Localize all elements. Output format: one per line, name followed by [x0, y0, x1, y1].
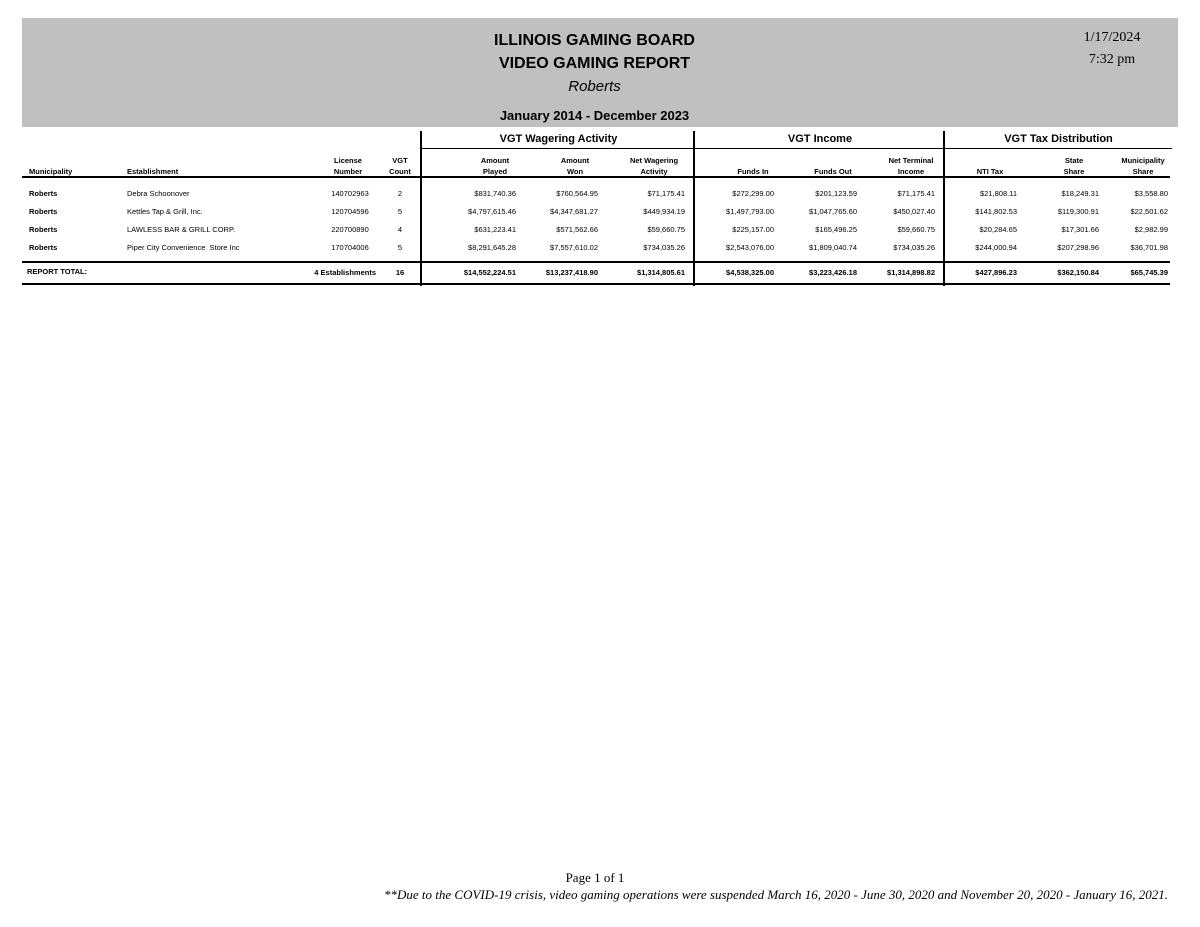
cell-establishment: Debra Schoonover [127, 189, 190, 198]
col-funds-out: Funds Out [814, 167, 852, 176]
cell-amount-played: $4,797,615.46 [468, 207, 516, 216]
cell-amount-played: $831,740.36 [474, 189, 516, 198]
report-period: January 2014 - December 2023 [499, 108, 690, 123]
group-tax-distribution: VGT Tax Distribution [943, 131, 1172, 149]
cell-funds-out: $1,809,040.74 [809, 243, 857, 252]
cell-state-share: $207,298.96 [1057, 243, 1099, 252]
report-date: 1/17/2024 [1083, 30, 1141, 45]
cell-amount-played: $8,291,645.28 [468, 243, 516, 252]
cell-funds-in: $272,299.00 [732, 189, 774, 198]
total-amount-played: $14,552,224.51 [463, 268, 516, 277]
cell-amount-won: $760,564.95 [556, 189, 598, 198]
cell-state-share: $18,249.31 [1061, 189, 1099, 198]
col-municipality: Municipality [29, 167, 73, 176]
group-wagering-activity: VGT Wagering Activity [420, 131, 695, 149]
total-net-wagering: $1,314,805.61 [637, 268, 685, 277]
total-funds-in: $4,538,325.00 [726, 268, 774, 277]
covid-footnote: **Due to the COVID-19 crisis, video gaming operations were suspended March 16, 2020 - June 30, 2020 and November 20, 2020 - January 16, 2021. [384, 887, 1168, 902]
total-label: REPORT TOTAL: [27, 267, 88, 276]
col-funds-in: Funds In [737, 167, 769, 176]
total-top-rule [22, 261, 1170, 263]
municipality-name: Roberts [568, 78, 621, 95]
total-bottom-rule [22, 283, 1170, 285]
cell-vgt-count: 4 [397, 225, 403, 234]
cell-amount-won: $4,347,681.27 [550, 207, 598, 216]
col-state-share: State Share [1063, 156, 1085, 176]
cell-state-share: $17,301.66 [1061, 225, 1099, 234]
total-state-share: $362,150.84 [1057, 268, 1099, 277]
total-vgt-count: 16 [395, 268, 405, 277]
cell-net-terminal-income: $71,175.41 [897, 189, 935, 198]
col-establishment: Establishment [127, 167, 179, 176]
cell-net-wagering: $59,660.75 [647, 225, 685, 234]
cell-municipality: Roberts [29, 243, 58, 252]
cell-nti-tax: $20,284.65 [979, 225, 1017, 234]
cell-nti-tax: $21,808.11 [980, 189, 1017, 198]
cell-amount-played: $631,223.41 [474, 225, 516, 234]
report-time: 7:32 pm [1088, 52, 1136, 67]
cell-municipality-share: $3,558.80 [1134, 189, 1168, 198]
cell-municipality-share: $22,501.62 [1130, 207, 1168, 216]
col-vgt-count: VGT Count [389, 156, 411, 176]
cell-vgt-count: 5 [397, 243, 403, 252]
cell-funds-out: $201,123.59 [815, 189, 857, 198]
cell-license: 140702963 [331, 189, 369, 198]
cell-vgt-count: 2 [397, 189, 403, 198]
page-number: Page 1 of 1 [565, 870, 625, 885]
cell-municipality: Roberts [29, 225, 58, 234]
cell-net-terminal-income: $450,027.40 [893, 207, 935, 216]
cell-establishment: LAWLESS BAR & GRILL CORP. [127, 225, 236, 234]
cell-funds-in: $225,157.00 [732, 225, 774, 234]
col-amount-played: Amount Played [480, 156, 510, 176]
report-header [22, 18, 1178, 127]
header-rule [22, 176, 1170, 178]
report-title: ILLINOIS GAMING BOARD [494, 32, 695, 49]
total-net-terminal-income: $1,314,898.82 [887, 268, 935, 277]
report-subtitle: VIDEO GAMING REPORT [498, 55, 691, 72]
col-nti-tax: NTI Tax [976, 167, 1004, 176]
col-net-terminal-income: Net Terminal Income [888, 156, 934, 176]
cell-net-terminal-income: $59,660.75 [897, 225, 935, 234]
group-income: VGT Income [693, 131, 945, 149]
cell-funds-in: $2,543,076.00 [726, 243, 774, 252]
cell-funds-in: $1,497,793.00 [726, 207, 774, 216]
cell-municipality-share: $2,982.99 [1134, 225, 1168, 234]
cell-funds-out: $1,047,765.60 [809, 207, 857, 216]
cell-license: 220700890 [331, 225, 369, 234]
col-license-number: License Number [333, 156, 363, 176]
cell-funds-out: $165,496.25 [815, 225, 857, 234]
cell-municipality: Roberts [29, 189, 58, 198]
cell-nti-tax: $244,000.94 [975, 243, 1017, 252]
total-establishments: 4 Establishments [314, 268, 376, 277]
cell-net-wagering: $734,035.26 [643, 243, 685, 252]
cell-amount-won: $571,562.66 [556, 225, 598, 234]
total-amount-won: $13,237,418.90 [545, 268, 598, 277]
total-nti-tax: $427,896.23 [975, 268, 1017, 277]
total-funds-out: $3,223,426.18 [809, 268, 857, 277]
cell-net-wagering: $71,175.41 [647, 189, 685, 198]
col-amount-won: Amount Won [560, 156, 590, 176]
cell-amount-won: $7,557,610.02 [550, 243, 598, 252]
cell-net-wagering: $449,934.19 [643, 207, 685, 216]
cell-establishment: Kettles Tap & Grill, Inc. [127, 207, 203, 216]
total-municipality-share: $65,745.39 [1130, 268, 1168, 277]
cell-nti-tax: $141,802.53 [975, 207, 1017, 216]
col-net-wagering: Net Wagering Activity [629, 156, 679, 176]
col-municipality-share: Municipality Share [1121, 156, 1165, 176]
cell-net-terminal-income: $734,035.26 [893, 243, 935, 252]
cell-license: 170704006 [331, 243, 369, 252]
cell-municipality-share: $36,701.98 [1130, 243, 1168, 252]
cell-establishment: Piper City Convenience Store Inc [127, 243, 240, 252]
cell-license: 120704596 [331, 207, 369, 216]
cell-municipality: Roberts [29, 207, 58, 216]
cell-state-share: $119,300.91 [1057, 207, 1099, 216]
cell-vgt-count: 5 [397, 207, 403, 216]
